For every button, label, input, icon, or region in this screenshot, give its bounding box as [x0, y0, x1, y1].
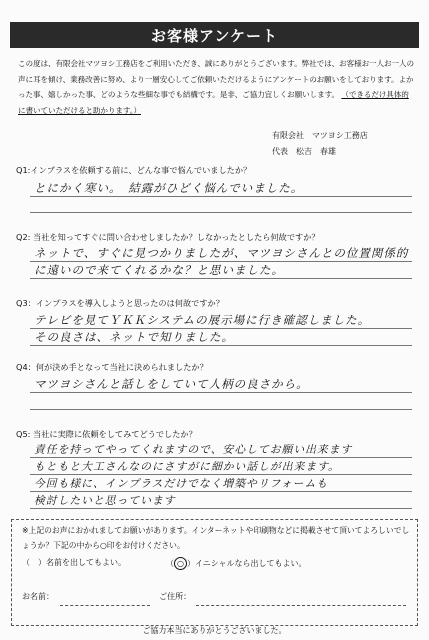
answer-rule [30, 392, 412, 393]
option-initial[interactable]: （ ○ ）イニシャルなら出してもよい。 [166, 559, 307, 568]
address-label: ご住所： [159, 592, 192, 601]
answer-3-line-1: テレビを見てＹＫＫシステムの展示場に行き確認しました。 [34, 313, 371, 327]
answer-4-line-1: マツヨシさんと話しをしていて人柄の良さから。 [34, 377, 309, 391]
answer-rule [30, 196, 412, 197]
intro-note: （できるだけ具体的に書いていただけると助かります。） [18, 90, 409, 115]
company-name: 有限会社 マツヨシ工務店 [272, 131, 368, 140]
question-3: Q3：インプラスを導入しようと思ったのは何故ですか？ [16, 298, 224, 308]
intro-text: この度は、有限会社マツヨシ工務店をご利用いただき、誠にありがとうございます。弊社では、お客様お一人お一人の声に耳を傾け、業務改善に努め、より一層安心してご依頼いただけるようにアンケートのお願いをしております。よかった事、嬉しかった事、どのような些細な事でも結構です。是非、ご協力宜しくお願いします。 [18, 59, 415, 100]
representative-name: 代表 松吉 春雄 [272, 147, 336, 156]
circle-mark-icon: ○ [174, 557, 187, 570]
question-4: Q4：何が決め手となって当社に決められましたか？ [16, 362, 208, 372]
question-5: Q5: 当社に実際に依頼をしてみてどうでしたか？ [16, 429, 197, 439]
answer-rule [30, 409, 412, 410]
answer-rule [30, 278, 412, 279]
answer-rule [30, 491, 412, 492]
answer-1-line-1: とにかく寒い。 結露がひどく悩んでいました。 [34, 181, 304, 195]
name-label: お名前： [22, 592, 54, 601]
option-name-label: 名前を出してもよい。 [46, 558, 126, 567]
name-field[interactable] [60, 605, 150, 606]
intro-paragraph [18, 56, 416, 118]
answer-5-line-2: もともと大工さんなのにさすがに細かい話しが出来ます。 [34, 460, 340, 473]
question-1: Q1:インプラスを依頼する前に、どんな事で悩んでいましたか？ [16, 165, 252, 175]
fields-row [22, 591, 191, 602]
address-field[interactable] [196, 605, 406, 606]
answer-5-line-4: 検討したいと思っています [34, 494, 176, 507]
answer-rule [30, 457, 412, 458]
page-title: お客様アンケート [10, 22, 419, 48]
answer-rule [30, 212, 412, 213]
option-initial-label: イニシャルなら出してもよい。 [195, 559, 307, 568]
answer-rule [30, 508, 412, 509]
answer-5-line-1: 責任を持ってやってくれますので、安心してお願い出来ます [34, 443, 353, 456]
answer-rule [30, 345, 412, 346]
consent-text: ※上記のお声におかれましてお願いがあります。インターネットや印刷物などに掲載させて頂いてよろしいでしょうか？下記の中から○印をお付けください。 [22, 526, 410, 550]
option-name[interactable]: （ ）名前を出してもよい。 [22, 558, 126, 567]
answer-5-line-3: 今回も様に、インプラスだけでなく増築やリフォームも [34, 477, 329, 490]
answer-3-line-2: その良さは、ネットで知りました。 [34, 330, 234, 344]
question-2: Q2: 当社を知ってすぐに問い合わせしましたか？しなかったとしたら何故ですか？ [16, 232, 320, 242]
answer-2-line-1: ネットで、すぐに見つかりましたが、マツヨシさんとの位置関係的 [34, 246, 409, 260]
answer-2-line-2: に遠いので来てくれるかな？と思いました。 [34, 263, 284, 277]
answer-rule [30, 474, 412, 475]
thanks-message: ご協力本当にありがとうございました。 [142, 626, 287, 635]
consent-options [22, 557, 307, 570]
